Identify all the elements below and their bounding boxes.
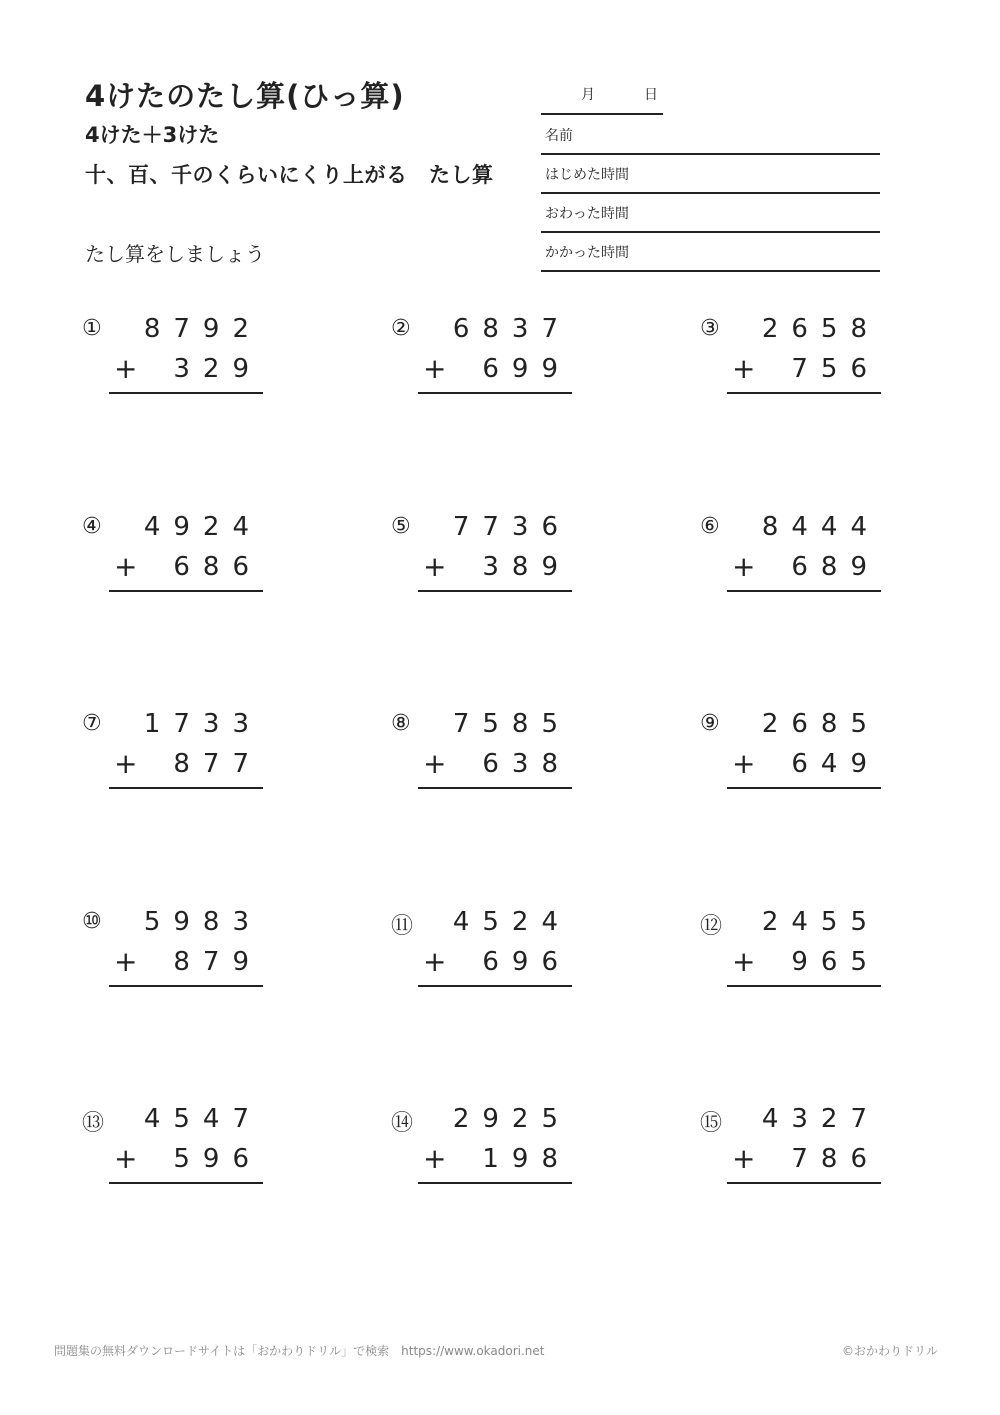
addition-problem — [82, 514, 282, 604]
answer-line — [109, 985, 263, 987]
addend-bottom: 686 — [173, 552, 262, 582]
plus-sign: + — [423, 550, 447, 583]
addition-problem — [700, 316, 900, 406]
addition-problem — [391, 909, 591, 999]
plus-sign: + — [423, 945, 447, 978]
addition-problem — [82, 316, 282, 406]
worksheet-subtitle: 4けた＋3けた — [85, 123, 220, 147]
date-field — [541, 75, 663, 115]
addend-bottom: 198 — [482, 1144, 571, 1174]
problem-number: ③ — [700, 316, 720, 341]
addend-top: 6837 — [452, 314, 571, 344]
day-label: 日 — [644, 87, 658, 103]
addend-top: 5983 — [143, 907, 262, 937]
answer-line — [727, 1182, 881, 1184]
answer-line — [109, 392, 263, 394]
problem-number: ⑪ — [391, 914, 414, 939]
end-time-label: おわった時間 — [545, 206, 629, 222]
answer-line — [418, 1182, 572, 1184]
addend-bottom: 596 — [173, 1144, 262, 1174]
addend-bottom: 638 — [482, 749, 571, 779]
addend-top: 2658 — [761, 314, 880, 344]
addend-top: 8444 — [761, 512, 880, 542]
addend-bottom: 389 — [482, 552, 571, 582]
problem-number: ⑧ — [391, 711, 411, 736]
name-field — [541, 115, 880, 155]
plus-sign: + — [732, 747, 756, 780]
plus-sign: + — [423, 352, 447, 385]
plus-sign: + — [732, 352, 756, 385]
addend-top: 7736 — [452, 512, 571, 542]
addend-top: 2455 — [761, 907, 880, 937]
answer-line — [109, 590, 263, 592]
duration-field — [541, 232, 880, 272]
addition-problem — [700, 514, 900, 604]
addition-problem — [700, 1106, 900, 1196]
month-label: 月 — [581, 87, 595, 103]
answer-line — [418, 787, 572, 789]
addition-problem — [82, 711, 282, 801]
addend-top: 7585 — [452, 709, 571, 739]
problem-number: ② — [391, 316, 411, 341]
answer-line — [727, 985, 881, 987]
answer-line — [109, 1182, 263, 1184]
addend-bottom: 649 — [791, 749, 880, 779]
addition-problem — [82, 1106, 282, 1196]
answer-line — [727, 590, 881, 592]
duration-label: かかった時間 — [545, 245, 629, 261]
plus-sign: + — [114, 352, 138, 385]
addend-top: 2685 — [761, 709, 880, 739]
addend-bottom: 879 — [173, 947, 262, 977]
problem-number: ⑥ — [700, 514, 720, 539]
answer-line — [418, 590, 572, 592]
end-time-field — [541, 193, 880, 233]
answer-line — [418, 985, 572, 987]
name-label: 名前 — [545, 128, 573, 144]
addend-bottom: 877 — [173, 749, 262, 779]
addition-problem — [391, 316, 591, 406]
plus-sign: + — [114, 945, 138, 978]
start-time-field — [541, 154, 880, 194]
answer-line — [109, 787, 263, 789]
plus-sign: + — [114, 1142, 138, 1175]
addend-top: 2925 — [452, 1104, 571, 1134]
worksheet-description: 十、百、千のくらいにくり上がる たし算 — [85, 163, 494, 187]
answer-line — [727, 392, 881, 394]
addend-top: 8792 — [143, 314, 262, 344]
addition-problem — [82, 909, 282, 999]
problem-number: ⑨ — [700, 711, 720, 736]
addend-bottom: 699 — [482, 354, 571, 384]
problem-number: ⑫ — [700, 914, 723, 939]
plus-sign: + — [732, 945, 756, 978]
addend-top: 1733 — [143, 709, 262, 739]
problem-number: ⑬ — [82, 1111, 105, 1136]
addition-problem — [700, 711, 900, 801]
addend-bottom: 786 — [791, 1144, 880, 1174]
addition-problem — [391, 1106, 591, 1196]
problem-number: ⑮ — [700, 1111, 723, 1136]
addend-top: 4327 — [761, 1104, 880, 1134]
addend-top: 4524 — [452, 907, 571, 937]
answer-line — [727, 787, 881, 789]
plus-sign: + — [114, 747, 138, 780]
start-time-label: はじめた時間 — [545, 167, 629, 183]
worksheet-title: 4けたのたし算(ひっ算) — [85, 79, 405, 113]
addition-problem — [391, 711, 591, 801]
footer-text: 問題集の無料ダウンロードサイトは「おかわりドリル」で検索 https://www.okadori.net — [54, 1344, 545, 1358]
problem-number: ① — [82, 316, 102, 341]
addition-problem — [700, 909, 900, 999]
addend-bottom: 689 — [791, 552, 880, 582]
plus-sign: + — [732, 550, 756, 583]
problem-number: ④ — [82, 514, 102, 539]
addition-problem — [391, 514, 591, 604]
plus-sign: + — [114, 550, 138, 583]
addend-bottom: 329 — [173, 354, 262, 384]
addend-top: 4547 — [143, 1104, 262, 1134]
plus-sign: + — [423, 1142, 447, 1175]
problem-number: ⑤ — [391, 514, 411, 539]
addend-bottom: 965 — [791, 947, 880, 977]
answer-line — [418, 392, 572, 394]
addend-top: 4924 — [143, 512, 262, 542]
addend-bottom: 696 — [482, 947, 571, 977]
addend-bottom: 756 — [791, 354, 880, 384]
plus-sign: + — [423, 747, 447, 780]
footer-copyright: ©おかわりドリル — [841, 1344, 938, 1358]
instruction-text: たし算をしましょう — [85, 242, 265, 266]
problem-number: ⑦ — [82, 711, 102, 736]
problem-number: ⑩ — [82, 909, 102, 934]
plus-sign: + — [732, 1142, 756, 1175]
problem-number: ⑭ — [391, 1111, 414, 1136]
